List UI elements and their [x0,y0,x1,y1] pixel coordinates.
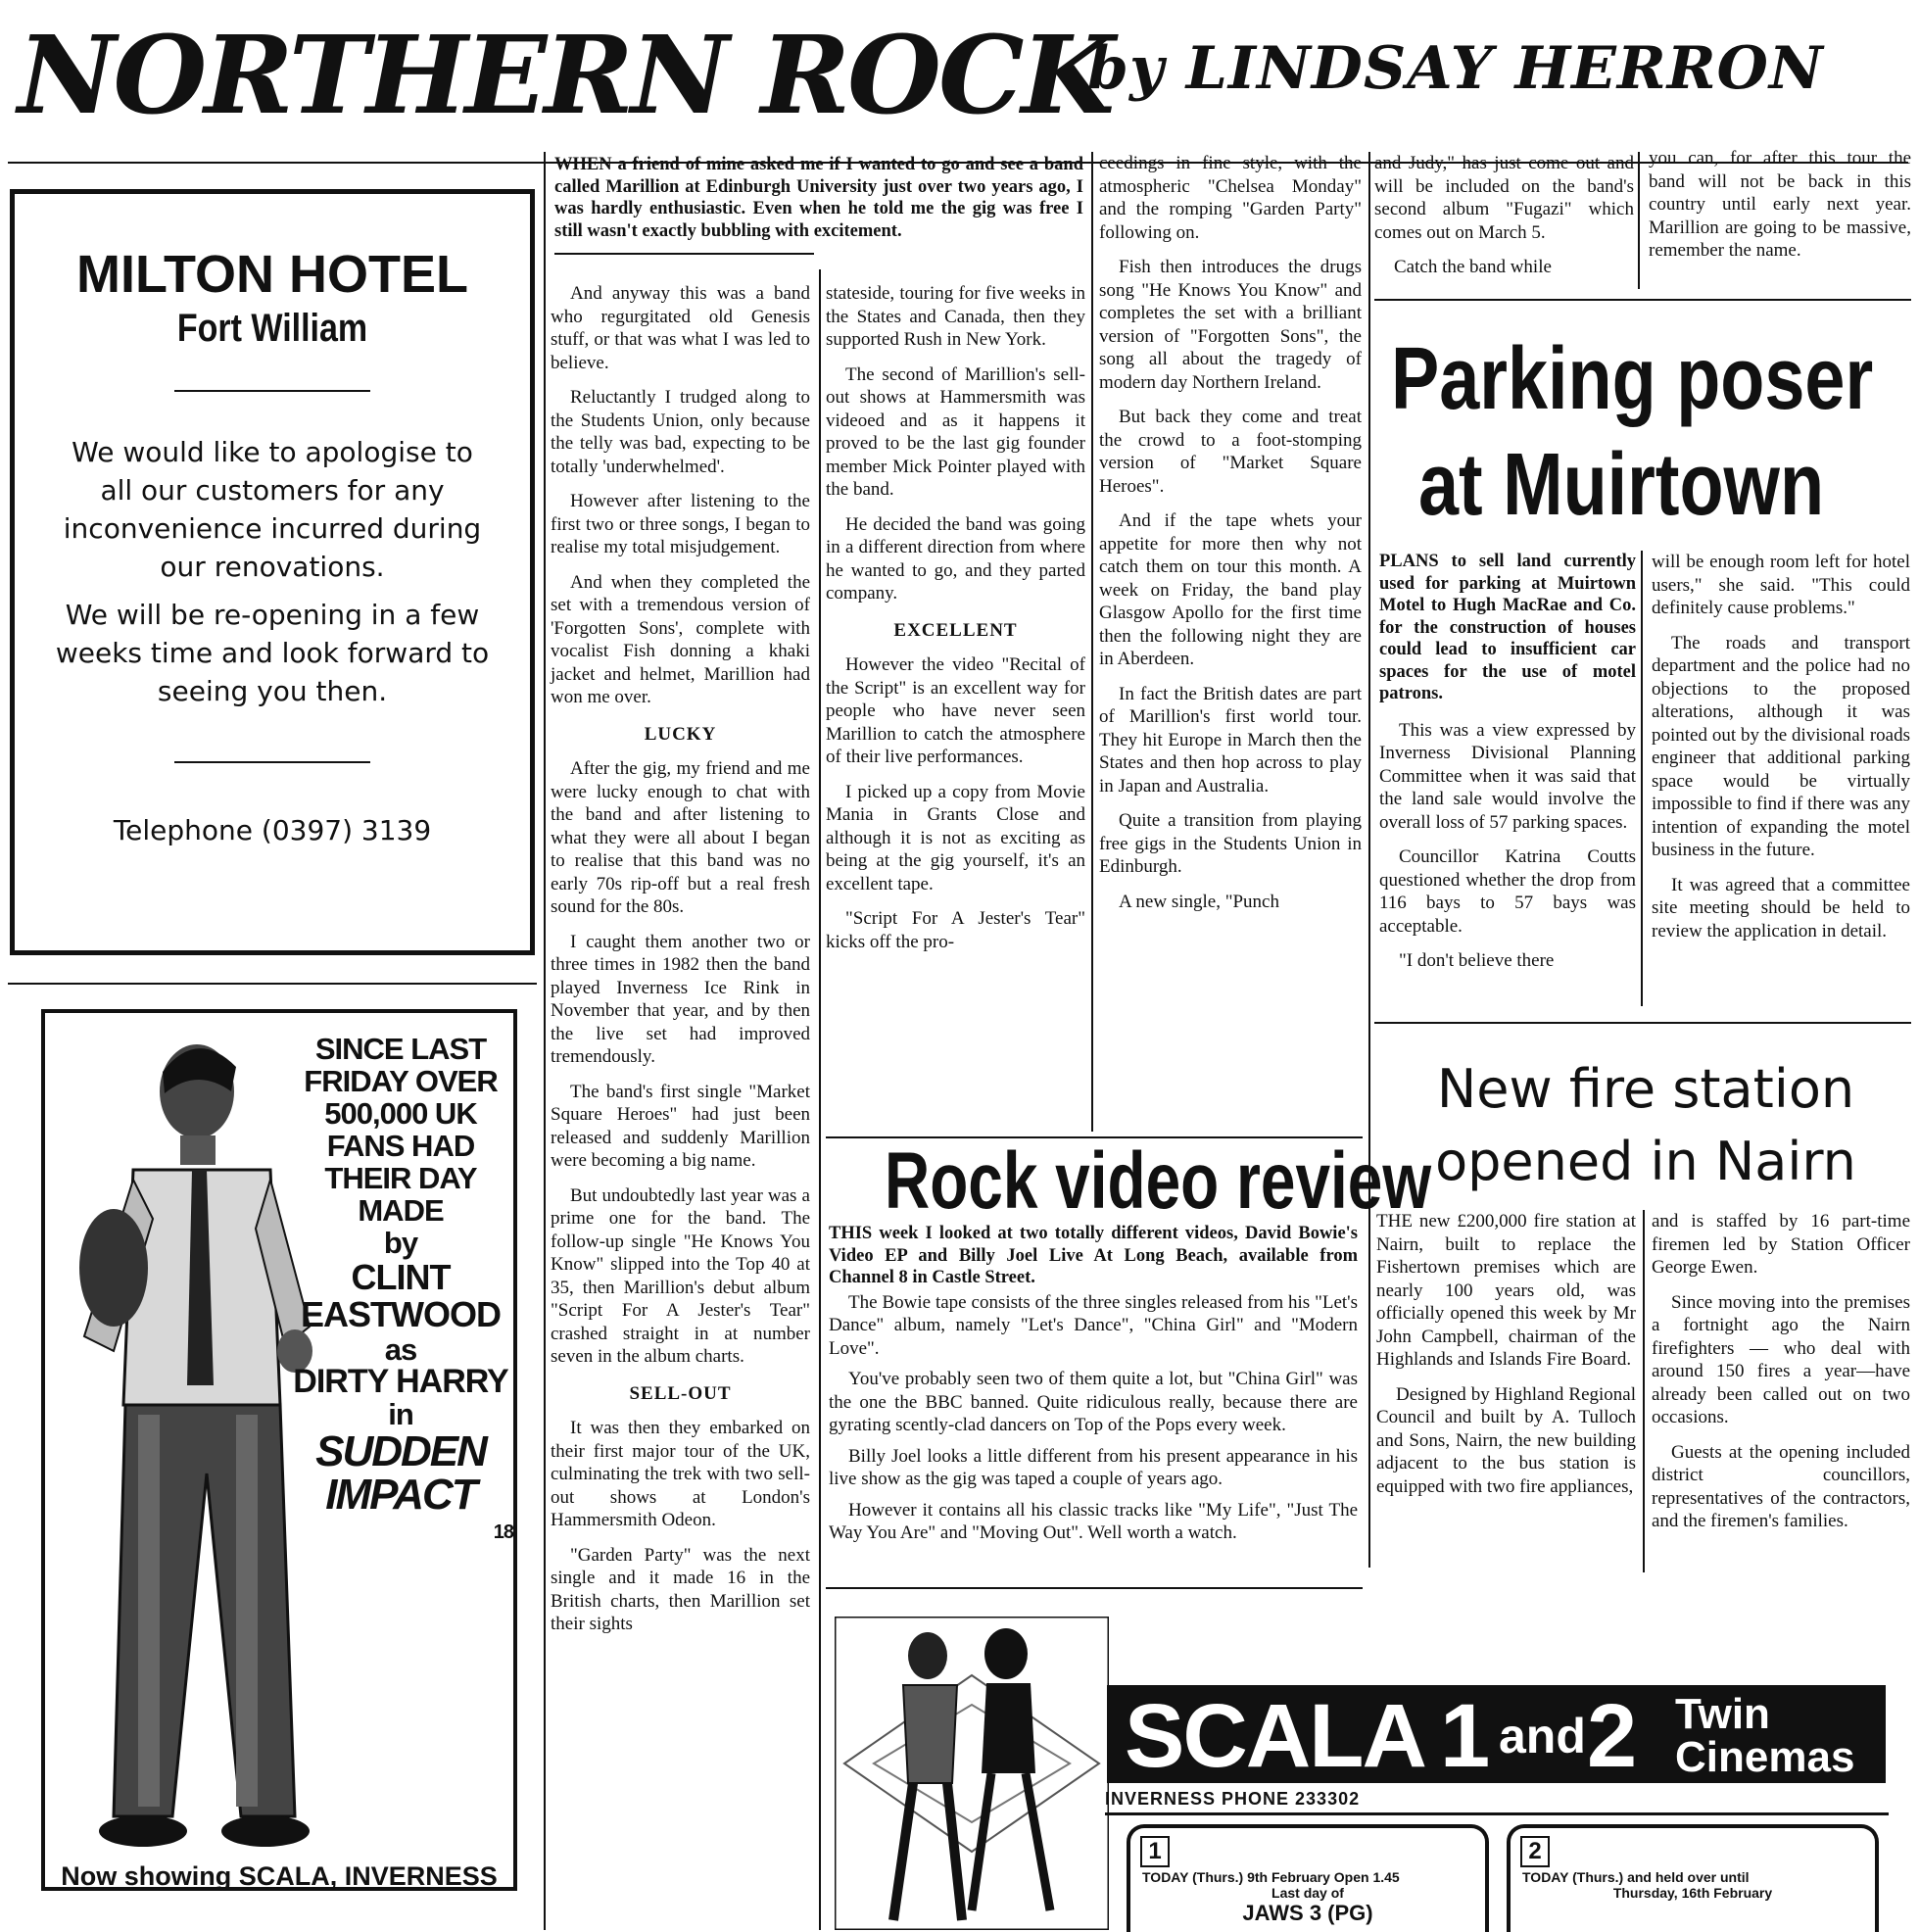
masthead-title: NORTHERN ROCK [18,12,1113,138]
parking-headline-1: Parking poser [1391,330,1874,428]
movie-footer: Now showing SCALA, INVERNESS [61,1861,498,1891]
column-rule [544,152,546,1930]
paragraph: "Garden Party" was the next single and it made 16 in the British charts, then Marillion set their sights [551,1544,810,1634]
hotel-divider-2 [174,761,370,763]
paragraph: "Script For A Jester's Tear" kicks off the pro- [826,908,1085,952]
scala-and: and [1499,1709,1586,1763]
rock-column-5 [1649,147,1911,274]
paragraph: will be enough room left for hotel users," she said. "This could definitely cause problems." [1652,552,1910,618]
screen-1-line-2: Last day of [1271,1885,1344,1901]
scala-banner [1107,1685,1886,1786]
video-review-body [829,1223,1358,1557]
column-rule [819,269,821,1930]
screen-2-line-2: Thursday, 16th February [1612,1885,1773,1901]
rock-column-3 [1099,152,1362,925]
hotel-name: MILTON HOTEL [76,245,468,304]
column-rule [1638,152,1640,289]
video-end-rule [826,1587,1363,1589]
subheading-sell-out: SELL-OUT [629,1382,732,1404]
rock-column-2 [826,282,1085,965]
dancers-illustration [835,1617,1109,1930]
paragraph: However after listening to the first two or three songs, I began to realise my total misjudgement. [551,491,810,557]
paragraph: Fish then introduces the drugs song "He Knows You Know" and completes the set with a brilliant version of "Forgotten Sons", the song all about the tragedy of modern day Northern Ireland. [1099,257,1362,393]
fire-headline [1391,1053,1900,1198]
paragraph: He decided the band was going in a different direction from where he wanted to go, and they parted company. [826,513,1085,604]
hotel-location: Fort William [176,307,368,350]
paragraph: you can, for after this tour the band will not be back in this country until early next year. Marillion are going to be massive, remember the name. [1649,148,1911,261]
paragraph: ceedings in fine style, with the atmospheric "Chelsea Monday" and the romping "Garden Party" following on. [1099,153,1362,243]
scala-phone: INVERNESS PHONE 233302 [1105,1789,1361,1809]
paragraph: Councillor Katrina Coutts questioned whether the drop from 116 bays to 57 bays was acceptable. [1379,846,1636,937]
hotel-message-2: We will be re-opening in a few weeks time and look forward to seeing you then. [55,599,490,707]
hotel-divider [174,390,370,392]
parking-column-2 [1652,551,1910,954]
paragraph: The roads and transport department and the police had no objections to the proposed alterations, although it was pointed out by the divisional roads engineer that additional parking space would be virtually impossible to find if there was any intention of expanding the motel business in the future. [1652,632,1910,860]
paragraph: I caught them another two or three times in 1982 then the band played Inverness Ice Rink in November that year, and by then the live set had improved tremendously. [551,931,810,1067]
movie-advert [41,1009,517,1891]
paragraph: Quite a transition from playing free gigs in the Students Union in Edinburgh. [1099,810,1362,877]
scala-title: SCALA [1125,1686,1425,1786]
movie-as: as [384,1332,417,1367]
paragraph: A new single, "Punch [1119,891,1279,912]
movie-star: CLINT EASTWOOD [301,1257,501,1334]
lead-rule [554,253,814,255]
column-rule [1368,152,1370,1568]
parking-headline-2: at Muirtown [1418,436,1825,534]
paragraph: Reluctantly I trudged along to the Students Union, only because the telly was bad, expecting to be totally 'underwhelmed'. [551,387,810,477]
column-rule [1641,551,1643,1006]
paragraph: Guests at the opening included district councillors, representatives of the contractors, and the firemen's families. [1652,1441,1910,1531]
hotel-message-1: We would like to apologise to all our customers for any inconvenience incurred during our renovations. [63,436,482,583]
movie-film-title: SUDDEN IMPACT [315,1427,486,1519]
paragraph: Since moving into the premises a fortnight ago the Nairn firefighters — who deal with around 150 fires a year—have already been called out on two occasions. [1652,1291,1910,1427]
scala-num-1: 1 [1440,1686,1491,1786]
paragraph: But back they come and treat the crowd to a foot-stomping version of "Market Square Heroes". [1099,407,1362,497]
parking-end-rule [1374,1022,1911,1024]
scala-num-2: 2 [1587,1686,1638,1786]
paragraph: However it contains all his classic tracks like "My Life", "Just The Way You Are" and "Moving Out". Well worth a watch. [829,1499,1358,1543]
screen-1-number: 1 [1140,1836,1170,1867]
movie-since-text: SINCE LAST FRIDAY OVER 500,000 UK FANS HAD THEIR DAY MADE [304,1032,498,1228]
screen-2-box [1507,1824,1879,1932]
paragraph: stateside, touring for five weeks in the States and Canada, then they supported Rush in New York. [826,283,1085,350]
paragraph: In fact the British dates are part of Marillion's first world tour. They hit Europe in March then the States and then hop across to play in Japan and Australia. [1099,683,1362,797]
rock-column-4 [1374,152,1634,291]
hotel-telephone: Telephone (0397) 3139 [113,814,432,846]
hotel-advert [10,189,535,955]
screen-1-line-1: TODAY (Thurs.) 9th February Open 1.45 [1142,1869,1400,1885]
screen-2-number: 2 [1520,1836,1550,1867]
fire-headline-2: opened in Nairn [1435,1131,1856,1192]
movie-tagline [288,1033,513,1549]
paragraph: and Judy," has just come out and will be included on the band's second album "Fugazi" which comes out on March 5. [1374,153,1634,243]
screen-2-line-1: TODAY (Thurs.) and held over until [1522,1869,1750,1885]
paragraph: However the video "Recital of the Script" is an excellent way for people who have never seen Marillion to catch the atmosphere of their live performances. [826,654,1085,767]
screen-1-film: JAWS 3 (PG) [1242,1901,1373,1925]
paragraph: And anyway this was a band who regurgitated old Genesis stuff, or that was what I was led to believe. [551,283,810,373]
paragraph: But undoubtedly last year was a prime one for the band. The follow-up single "He Knows You Know" slipped into the Top 40 at 35, then Marillion's debut album "Script For A Jester's Tear" crashed straight in at number seven in the album charts. [551,1184,810,1367]
column-rule [1643,1210,1645,1572]
paragraph: It was agreed that a committee site meeting should be held to review the application in detail. [1652,874,1910,942]
paragraph: The second of Marillion's sell-out shows at Hammersmith was videoed and as it happens it proved to be the last gig founder member Mick Pointer played with the band. [826,363,1085,500]
masthead-byline: by LINDSAY HERRON [1087,34,1824,103]
parking-column-1 [1379,551,1636,985]
fire-headline-1: New fire station [1436,1058,1855,1120]
paragraph: You've probably seen two of them quite a lot, but "China Girl" was the one the BBC banned. Quite ridiculous really, because there are gyrating scently-clad dancers on Top of the Pops every week. [829,1369,1358,1435]
rock-end-rule [1374,299,1911,301]
paragraph: The Bowie tape consists of the three singles released from his "Let's Dance" album, namely "Let's Dance", "China Girl" and "Modern Love". [829,1291,1358,1359]
paragraph: Designed by Highland Regional Council and built by A. Tulloch and Sons, Nairn, the new building adjacent to the bus station is equipped with two fire appliances, [1376,1383,1636,1497]
screen-1-box [1127,1824,1489,1932]
paragraph: THE new £200,000 fire station at Nairn, built to replace the Fishertown premises which are nearly 100 years old, was officially opened this week by Mr John Campbell, chairman of the Highlands and Islands Fire Board. [1376,1211,1636,1370]
paragraph: and is staffed by 16 part-time firemen led by Station Officer George Ewen. [1652,1211,1910,1278]
paragraph: After the gig, my friend and me were lucky enough to chat with the band and after listening to what they were all about I began to realise that this band was no early 70s rip-off but a real fresh sound for the 80s. [551,758,810,917]
fire-column-2 [1652,1210,1910,1545]
paragraph: Billy Joel looks a little different from his present appearance in his live show as the gig was taped a couple of years ago. [829,1445,1358,1489]
video-lead: THIS week I looked at two totally different videos, David Bowie's Video EP and Billy Joel Live At Long Beach, available from Channel 8 in Castle Street. [829,1224,1358,1287]
scala-rule [1105,1812,1889,1815]
paragraph: The band's first single "Market Square Heroes" had just been released and suddenly Marillion were becoming a big name. [551,1081,810,1171]
subheading-excellent: EXCELLENT [893,619,1018,641]
paragraph: And when they completed the set with a tremendous version of 'Forgotten Sons', complete with vocalist Fish donning a khaki jacket and helmet, Marillion had won me over. [551,571,810,707]
paragraph: I picked up a copy from Movie Mania in Grants Close and although it is not as exciting as being at the gig yourself, it's an excellent tape. [826,781,1085,894]
column-rule [1091,152,1093,1132]
paragraph: It was then they embarked on their first major tour of the UK, culminating the trek with two sell-out shows at London's Hammersmith Odeon. [551,1418,810,1530]
fire-column-1 [1376,1210,1636,1510]
scala-cinemas: Cinemas [1675,1733,1855,1781]
video-headline: Rock video review [885,1136,1432,1226]
subheading-lucky: LUCKY [644,723,717,745]
paragraph: And if the tape whets your appetite for more then why not catch them on tour this month. A week on Friday, the band play Glasgow Apollo for the first time then the following night they are in Aberdeen. [1099,510,1362,669]
scala-twin: Twin [1675,1690,1770,1738]
paragraph: "I don't believe there [1399,950,1555,971]
rock-column-1 [551,282,810,1648]
movie-role: DIRTY HARRY [293,1363,508,1400]
parking-lead: PLANS to sell land currently used for parking at Muirtown Motel to Hugh MacRae and Co. for the construction of houses could lead to insufficient car spaces for the use of motel patrons. [1379,552,1636,703]
rock-article-lead: WHEN a friend of mine asked me if I wanted to go and see a band called Marillion at Edinburgh University just over two years ago, I was hardly enthusiastic. Even when he told me the gig was free I still wasn't exactly bubbling with excitement. [554,155,1083,241]
left-divider-rule [8,983,537,985]
paragraph: Catch the band while [1394,257,1552,277]
movie-by: by [383,1226,418,1260]
movie-rating: 18 [493,1521,513,1543]
paragraph: This was a view expressed by Inverness Divisional Planning Committee when it was said that the land sale would involve the overall loss of 57 parking spaces. [1379,719,1636,833]
movie-in: in [388,1397,413,1431]
